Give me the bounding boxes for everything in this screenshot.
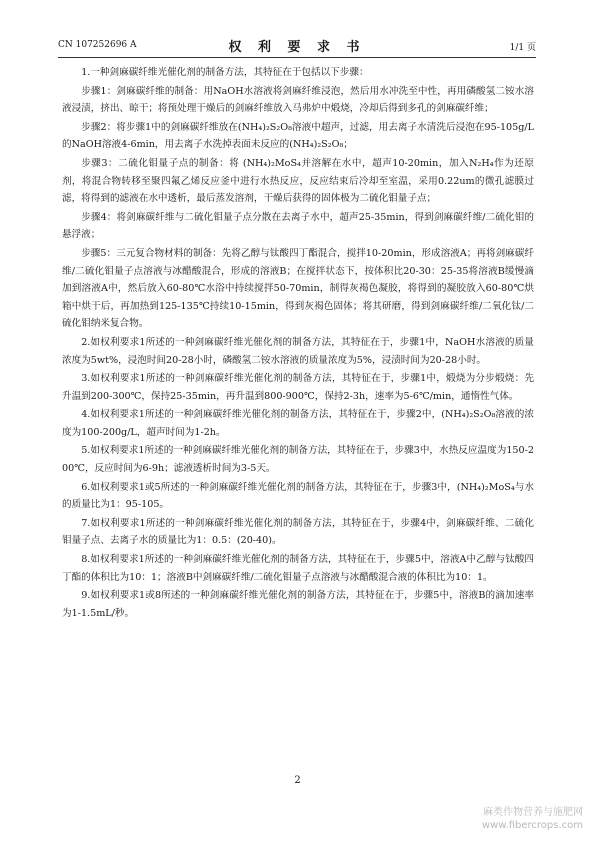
claim-paragraph: 6.如权利要求1或5所述的一种剑麻碳纤维光催化剂的制备方法，其特征在于，步骤3中，(NH₄)₂MoS₄与水的质量比为1：95-105。 <box>62 481 534 511</box>
publication-number: CN 107252696 A <box>58 40 137 50</box>
watermark-url: www.fibercrops.com <box>481 820 583 831</box>
claim-paragraph: 4.如权利要求1所述的一种剑麻碳纤维光催化剂的制备方法，其特征在于，步骤2中，(NH₄)₂S₂O₈溶液的浓度为100-200g/L，超声时间为1-2h。 <box>62 409 534 438</box>
site-watermark <box>482 806 583 832</box>
claims-body <box>62 64 534 623</box>
claim-paragraph: 步骤4：将剑麻碳纤维与二硫化钼量子点分散在去离子水中，超声25-35min，得到剑麻碳纤维/二硫化钼的悬浮液； <box>62 211 534 241</box>
claim-paragraph: 步骤2：将步骤1中的剑麻碳纤维放在(NH₄)₂S₂O₈溶液中超声，过滤，用去离子水清洗后浸泡在95-105g/L的NaOH溶液4-6min，用去离子水洗掉表面未反应的(NH₄)₂S₂O₈； <box>62 121 534 151</box>
claim-paragraph: 5.如权利要求1所述的一种剑麻碳纤维光催化剂的制备方法，其特征在于，步骤3中，水热反应温度为150-200℃，反应时间为6-9h；滤液透析时间为3-5天。 <box>62 445 534 475</box>
page-indicator: 1/1 页 <box>509 43 536 53</box>
claim-paragraph: 3.如权利要求1所述的一种剑麻碳纤维光催化剂的制备方法，其特征在于，步骤1中，煅烧为分步煅烧：先升温到200-300℃，保持25-35min，再升温到800-900℃，保持2-3h，速率为5-6℃/min，通惰性气体。 <box>62 373 534 402</box>
claim-paragraph: 9.如权利要求1或8所述的一种剑麻碳纤维光催化剂的制备方法，其特征在于，步骤5中，溶液B的滴加速率为1-1.5mL/秒。 <box>62 590 534 619</box>
claim-paragraph: 步骤5：三元复合物材料的制备：先将乙醇与钛酸四丁酯混合，搅拌10-20min，形成溶液A；再将剑麻碳纤维/二硫化钼量子点溶液与冰醋酸混合，形成的溶液B；在搅拌状态下，按体积比20-30：25-35将溶液B缓慢滴加到溶液A中，然后放入60-80℃水浴中持续搅拌50-70min，制得灰褐色凝胶，将得到的凝胶放入60-80℃烘箱中烘干后，再加热到125-135℃持续10-15min，得到灰褐色固体；将其研磨，得到剑麻碳纤维/二氧化钛/二硫化钼纳米复合物。 <box>62 247 534 330</box>
claim-paragraph: 步骤1：剑麻碳纤维的制备：用NaOH水溶液将剑麻纤维浸泡，然后用水冲洗至中性，再用磷酸氢二铵水溶液浸渍，挤出、晾干；将预处理干燥后的剑麻纤维放入马弗炉中煅烧，冷却后得到多孔的剑麻碳纤维； <box>62 85 534 115</box>
claim-paragraph: 8.如权利要求1所述的一种剑麻碳纤维光催化剂的制备方法，其特征在于，步骤5中，溶液A中乙醇与钛酸四丁酯的体积比为10：1；溶液B中剑麻碳纤维/二硫化钼量子点溶液与冰醋酸混合液的体积比为10：1。 <box>62 554 534 583</box>
watermark-site-name: 麻类作物营养与施肥网 <box>483 807 583 818</box>
claim-paragraph: 步骤3：二硫化钼量子点的制备：将 (NH₄)₂MoS₄并溶解在水中，超声10-20min，加入N₂H₄作为还原剂，将混合物转移至聚四氟乙烯反应釜中进行水热反应，反应结束后冷却至室温，采用0.22um的微孔滤膜过滤，将得到的滤液在水中透析，最后蒸发溶剂，干燥后获得的固体极为二硫化钼量子点； <box>62 157 534 205</box>
claim-paragraph: 7.如权利要求1所述的一种剑麻碳纤维光催化剂的制备方法，其特征在于，步骤4中，剑麻碳纤维、二硫化钼量子点、去离子水的质量比为1：0.5：(20-40)。 <box>62 517 534 547</box>
claim-paragraph: 1.一种剑麻碳纤维光催化剂的制备方法，其特征在于包括以下步骤： <box>81 67 369 78</box>
page-number: 2 <box>294 775 301 786</box>
document-header <box>58 36 536 54</box>
header-divider <box>58 57 536 58</box>
claim-paragraph: 2.如权利要求1所述的一种剑麻碳纤维光催化剂的制备方法，其特征在于，步骤1中，NaOH水溶液的质量浓度为5wt%，浸泡时间20-28小时，磷酸氢二铵水溶液的质量浓度为5%，浸渍时间为20-28小时。 <box>62 336 534 366</box>
document-title: 权 利 要 求 书 <box>228 40 366 55</box>
